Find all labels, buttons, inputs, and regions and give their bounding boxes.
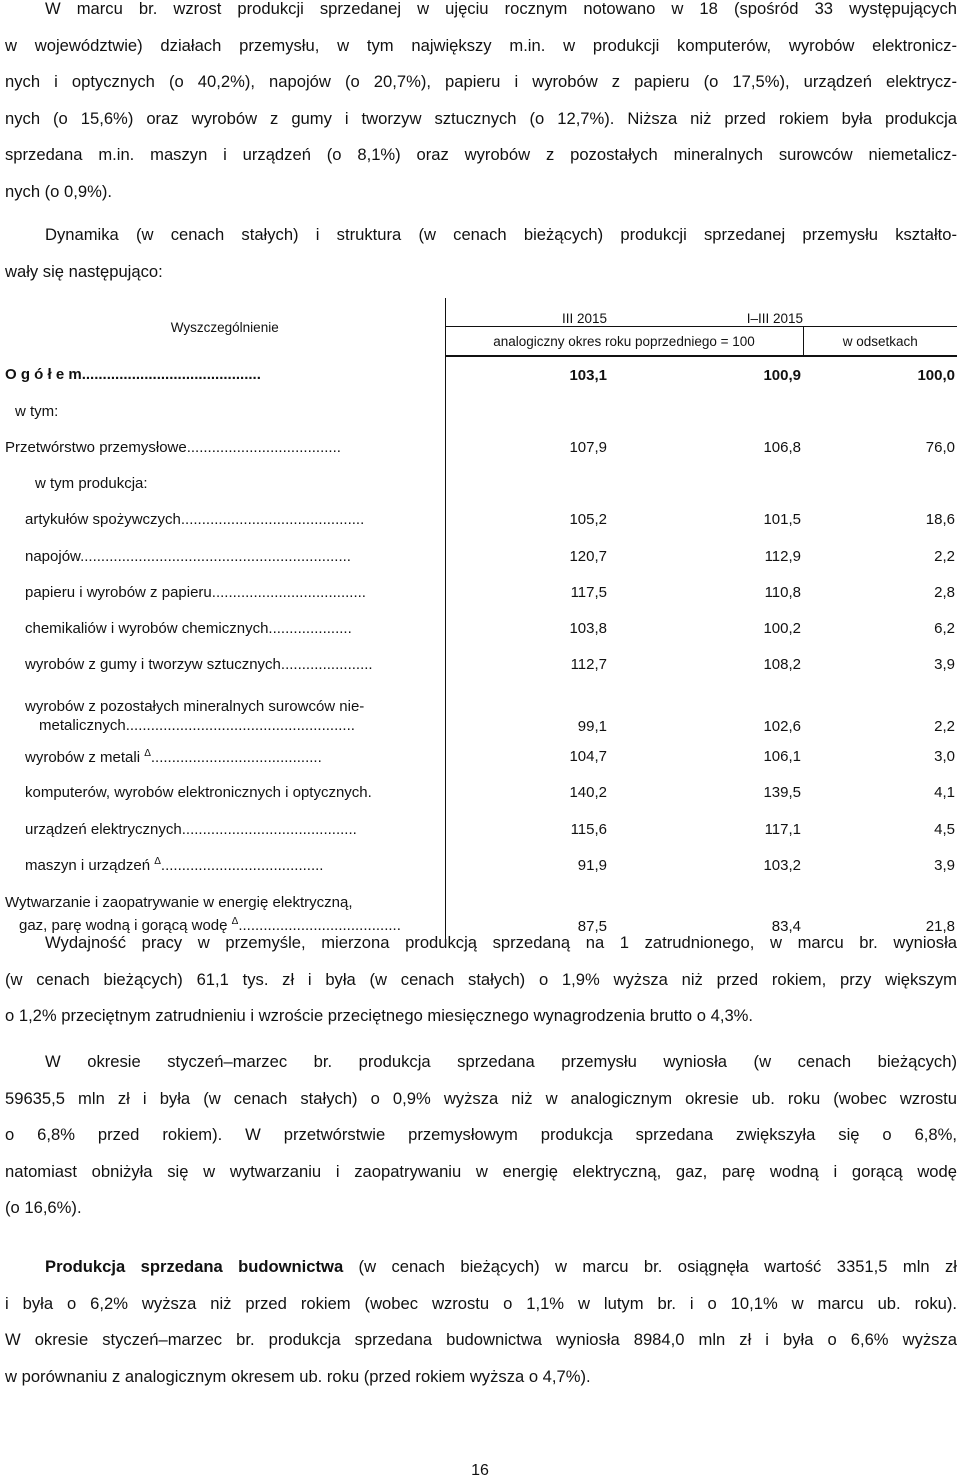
row-value-share: 21,8 bbox=[925, 918, 955, 936]
row-value-share: 18,6 bbox=[925, 511, 955, 529]
productivity-line: Wydajność pracy w przemyśle, mierzona produkcją sprzedaną na 1 zatrudnionego, w marcu br. wyniosła bbox=[45, 933, 957, 952]
row-value-share: 4,5 bbox=[934, 820, 955, 838]
row-label: komputerów, wyrobów elektronicznych i optycznych. bbox=[5, 775, 445, 811]
row-value-q1: 139,5 bbox=[763, 784, 801, 802]
table-row bbox=[5, 393, 957, 429]
row-value-march: 91,9 bbox=[577, 856, 607, 874]
row-value-q1: 101,5 bbox=[763, 511, 801, 529]
header-col-march: III 2015 bbox=[445, 298, 635, 327]
row-value-share: 3,9 bbox=[934, 656, 955, 674]
page-number: 16 bbox=[471, 1462, 489, 1479]
row-value-share: 2,8 bbox=[934, 583, 955, 601]
construction-line: w porównaniu z analogicznym okresem ub. roku (przed rokiem wyższa o 4,7%). bbox=[5, 1366, 591, 1386]
intro-line: w województwie) działach przemysłu, w tym największy m.in. w produkcji komputerów, wyrobów elektronicz- bbox=[5, 35, 957, 55]
header-index-base: analogiczny okres roku poprzedniego = 100 bbox=[445, 327, 803, 357]
row-value-march: 107,9 bbox=[569, 438, 607, 456]
table-row bbox=[5, 683, 957, 739]
table-row bbox=[5, 610, 957, 646]
row-value-q1: 100,2 bbox=[763, 619, 801, 637]
row-label: O g ó ł e m........................................... bbox=[5, 356, 445, 393]
construction-heading: Produkcja sprzedana budownictwa bbox=[45, 1257, 344, 1276]
row-value-q1: 103,2 bbox=[763, 856, 801, 874]
table-row bbox=[5, 775, 957, 811]
header-percent: w odsetkach bbox=[803, 327, 957, 357]
quarter-line: 59635,5 mln zł i była (w cenach stałych) o 0,9% wyższa niż w analogicznym okresie ub. roku (wobec wzrostu bbox=[5, 1088, 957, 1108]
row-value-march: 99,1 bbox=[577, 717, 607, 735]
row-label: artykułów spożywczych............................................ bbox=[5, 502, 445, 538]
dynamics-paragraph bbox=[5, 217, 957, 290]
header-empty bbox=[803, 298, 957, 327]
quarter-line: (o 16,6%). bbox=[5, 1198, 82, 1217]
quarter-line: o 6,8% przed rokiem). W przetwórstwie przemysłowym produkcja sprzedana zwiększyła się o 6,8%, bbox=[5, 1125, 957, 1144]
delta-mark: Δ bbox=[231, 916, 239, 928]
delta-mark: Δ bbox=[144, 747, 151, 759]
row-label: napojów................................................................. bbox=[5, 538, 445, 574]
row-value-share: 4,1 bbox=[934, 784, 955, 802]
table-row bbox=[5, 847, 957, 883]
row-label: chemikaliów i wyrobów chemicznych.................... bbox=[5, 610, 445, 646]
table-row bbox=[5, 356, 957, 393]
productivity-paragraph bbox=[5, 925, 957, 1035]
table-row bbox=[5, 811, 957, 847]
row-label: urządzeń elektrycznych.......................................... bbox=[5, 811, 445, 847]
row-label: w tym: bbox=[5, 393, 445, 429]
row-value-share: 3,0 bbox=[934, 748, 955, 766]
dynamics-line: wały się następująco: bbox=[5, 261, 163, 281]
table-row bbox=[5, 429, 957, 465]
table-row bbox=[5, 739, 957, 775]
row-value-q1: 108,2 bbox=[763, 656, 801, 674]
row-value-march: 112,7 bbox=[570, 656, 607, 674]
row-label: wyrobów z gumy i tworzyw sztucznych...................... bbox=[5, 647, 445, 683]
intro-line: nych (o 0,9%). bbox=[5, 181, 112, 201]
productivity-line: o 1,2% przeciętnym zatrudnieniu i wzroście przeciętnego miesięcznego wynagrodzenia brutto o 4,3%. bbox=[5, 1006, 754, 1025]
table-row bbox=[5, 647, 957, 683]
row-label: w tym produkcja: bbox=[5, 466, 445, 502]
row-label: wyrobów z metali $^\Delta$......................................... bbox=[5, 739, 445, 775]
row-value-q1: 110,8 bbox=[764, 583, 801, 601]
construction-paragraph bbox=[5, 1249, 957, 1395]
row-value-q1: 83,4 bbox=[771, 918, 801, 936]
row-label: wyrobów z pozostałych mineralnych surowców nie- metalicznych....................................................... bbox=[5, 683, 445, 739]
row-value-march: 120,7 bbox=[569, 547, 607, 565]
row-value-share: 2,2 bbox=[934, 717, 955, 735]
dynamics-line: Dynamika (w cenach stałych) i struktura (w cenach bieżących) produkcji sprzedanej przemysłu kształto- bbox=[45, 225, 957, 244]
quarter-line: natomiast obniżyła się w wytwarzaniu i zaopatrywaniu w energię elektryczną, gaz, parę wodną i gorącą wodę bbox=[5, 1161, 957, 1181]
row-value-share: 2,2 bbox=[934, 547, 955, 565]
row-value-q1: 117,1 bbox=[764, 820, 801, 838]
quarter-paragraph bbox=[5, 1044, 957, 1227]
row-value-q1: 106,8 bbox=[763, 438, 801, 456]
intro-line: nych i optycznych (o 40,2%), napojów (o 20,7%), papieru i wyrobów z papieru (o 17,5%), urządzeń elektrycz- bbox=[5, 72, 957, 91]
row-value-share: 76,0 bbox=[925, 438, 955, 456]
row-value-share: 3,9 bbox=[934, 856, 955, 874]
delta-mark: Δ bbox=[154, 856, 161, 868]
header-col-q1: I–III 2015 bbox=[635, 298, 803, 327]
row-value-march: 117,5 bbox=[570, 583, 607, 601]
row-value-q1: 112,9 bbox=[764, 547, 801, 565]
row-label: Wytwarzanie i zaopatrywanie w energię elektryczną, gaz, parę wodną i gorącą wodę $^\Delta$....................................... bbox=[5, 883, 445, 939]
row-value-march: 103,1 bbox=[569, 366, 607, 384]
row-value-share: 6,2 bbox=[934, 619, 955, 637]
row-value-march: 115,6 bbox=[570, 820, 607, 838]
productivity-line: (w cenach bieżących) 61,1 tys. zł i była (w cenach stałych) o 1,9% wyższa niż przed rokiem, przy większym bbox=[5, 969, 957, 989]
row-value-march: 103,8 bbox=[569, 619, 607, 637]
table-row bbox=[5, 538, 957, 574]
row-value-march: 104,7 bbox=[569, 748, 607, 766]
construction-line: i była o 6,2% wyższa niż przed rokiem (wobec wzrostu o 1,1% w lutym br. i o 10,1% w marcu ub. roku). bbox=[5, 1293, 957, 1313]
row-value-q1: 100,9 bbox=[763, 366, 801, 384]
construction-line: Produkcja sprzedana budownictwa (w cenach bieżących) w marcu br. osiągnęła wartość 3351,5 mln zł bbox=[45, 1257, 957, 1276]
row-value-march: 87,5 bbox=[577, 918, 607, 936]
row-value-march: 105,2 bbox=[569, 511, 607, 529]
row-value-q1: 106,1 bbox=[763, 748, 801, 766]
table-row bbox=[5, 466, 957, 502]
row-value-q1: 102,6 bbox=[763, 717, 801, 735]
production-dynamics-table bbox=[5, 298, 957, 939]
header-label: Wyszczególnienie bbox=[5, 298, 445, 356]
intro-paragraph bbox=[5, 0, 957, 210]
intro-line: sprzedana m.in. maszyn i urządzeń (o 8,1%) oraz wyrobów z pozostałych mineralnych surowców niemetalicz- bbox=[5, 145, 957, 164]
quarter-line: W okresie styczeń–marzec br. produkcja sprzedana przemysłu wyniosła (w cenach bieżących) bbox=[45, 1052, 957, 1071]
row-label: Przetwórstwo przemysłowe..................................... bbox=[5, 429, 445, 465]
row-label: maszyn i urządzeń $^\Delta$....................................... bbox=[5, 847, 445, 883]
intro-line: W marcu br. wzrost produkcji sprzedanej w ujęciu rocznym notowano w 18 (spośród 33 występujących bbox=[45, 0, 957, 18]
row-value-share: 100,0 bbox=[917, 366, 955, 384]
intro-line: nych (o 15,6%) oraz wyrobów z gumy i tworzyw sztucznych (o 12,7%). Niższa niż przed rokiem była produkcja bbox=[5, 108, 957, 128]
table-row bbox=[5, 502, 957, 538]
construction-line: W okresie styczeń–marzec br. produkcja sprzedana budownictwa wyniosła 8984,0 mln zł i była o 6,6% wyższa bbox=[5, 1330, 957, 1349]
row-label: papieru i wyrobów z papieru..................................... bbox=[5, 574, 445, 610]
row-value-march: 140,2 bbox=[569, 784, 607, 802]
table-row bbox=[5, 574, 957, 610]
